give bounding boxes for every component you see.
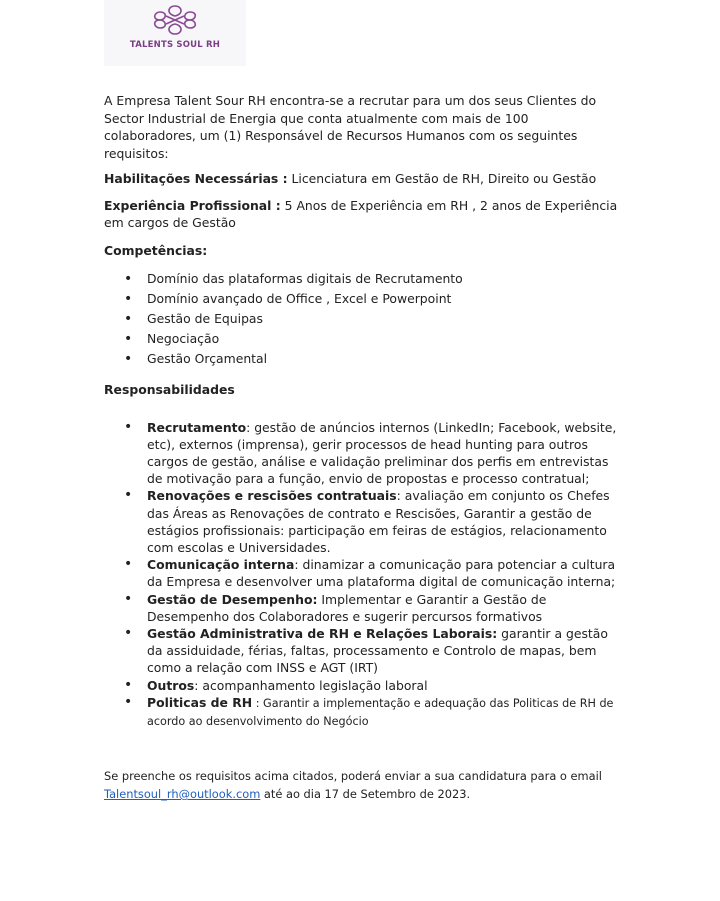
list-item <box>104 694 624 730</box>
list-item <box>104 487 624 556</box>
item-title: Renovações e rescisões contratuais <box>147 488 397 504</box>
application-footer <box>104 767 624 803</box>
list-item <box>104 419 624 488</box>
list-item <box>104 556 624 590</box>
list-item: • Gestão Orçamental <box>104 349 624 369</box>
list-item <box>104 591 624 625</box>
deadline-text: até ao dia 17 de Setembro de 2023. <box>260 787 471 801</box>
habilitacoes-label: Habilitações Necessárias : <box>104 171 288 186</box>
competencias-list <box>104 269 624 369</box>
item-text: : gestão de anúncios internos (LinkedIn; Facebook, website, etc), externos (imprensa), gerir processos de head hunting para outros cargos de gestão, análise e validação preliminar dos perfis em entrevistas de motivação para a função, envio de propostas e processo contratual; <box>147 419 617 487</box>
responsabilidades-heading: Responsabilidades <box>104 382 235 397</box>
item-title: Politicas de RH <box>147 694 253 710</box>
experiencia-line <box>104 197 624 232</box>
footer-line: Se preenche os requisitos acima citados, poderá enviar a sua candidatura para o email <box>104 769 602 783</box>
list-item: • Negociação <box>104 329 624 349</box>
logo-emblem-icon <box>146 2 204 38</box>
item-text: : avaliação em conjunto os Chefes das Áreas as Renovações de contrato e Rescisões, Garantir a gestão de estágios profissionais: participação em feiras de estágios, relacionamento com escolas e Universidades. <box>147 488 610 555</box>
item-text: : acompanhamento legislação laboral <box>194 677 428 693</box>
job-posting <box>104 92 624 730</box>
competencias-heading: Competências: <box>104 242 208 258</box>
footer-line-2 <box>104 785 624 803</box>
responsabilidades-list <box>104 419 624 731</box>
company-logo <box>104 0 246 66</box>
item-text: : dinamizar a comunicação para potenciar a cultura da Empresa e desenvolver uma plataforma digital de comunicação interna; <box>147 557 616 590</box>
intro-paragraph: A Empresa Talent Sour RH encontra-se a recrutar para um dos seus Clientes do Sector Industrial de Energia que conta atualmente com mais de 100 colaboradores, um (1) Responsável de Recursos Humanos com os seguintes requisitos: <box>104 93 597 161</box>
item-text: garantir a gestão da assiduidade, férias, faltas, processamento e Controlo de mapas, bem como a relação com INSS e AGT (IRT) <box>147 625 608 676</box>
experiencia-label: Experiência Profissional : <box>104 197 281 213</box>
email-link[interactable]: Talentsoul_rh@outlook.com <box>104 787 261 801</box>
list-item: • Gestão de Equipas <box>104 309 624 329</box>
item-text: Implementar e Garantir a Gestão de Desempenho dos Colaboradores e sugerir percursos formativos <box>147 591 547 624</box>
item-title: Gestão de Desempenho: <box>147 591 318 607</box>
logo-text: TALENTS SOUL RH <box>129 40 221 50</box>
item-title: Comunicação interna <box>147 557 295 573</box>
item-text: : Garantir a implementação e adequação das Politicas de RH de acordo ao desenvolvimento do Negócio <box>147 696 614 728</box>
list-item: • Domínio avançado de Office , Excel e Powerpoint <box>104 289 624 309</box>
item-title: Recrutamento <box>147 419 247 435</box>
item-title: Outros <box>147 677 195 693</box>
habilitacoes-value: Licenciatura em Gestão de RH, Direito ou Gestão <box>287 171 597 186</box>
list-item <box>104 625 624 677</box>
list-item <box>104 677 624 694</box>
experiencia-value: 5 Anos de Experiência em RH , 2 anos de Experiência em cargos de Gestão <box>104 197 618 230</box>
habilitacoes-line <box>104 170 624 188</box>
list-item: • Domínio das plataformas digitais de Recrutamento <box>104 269 624 289</box>
item-title: Gestão Administrativa de RH e Relações Laborais: <box>147 625 498 641</box>
